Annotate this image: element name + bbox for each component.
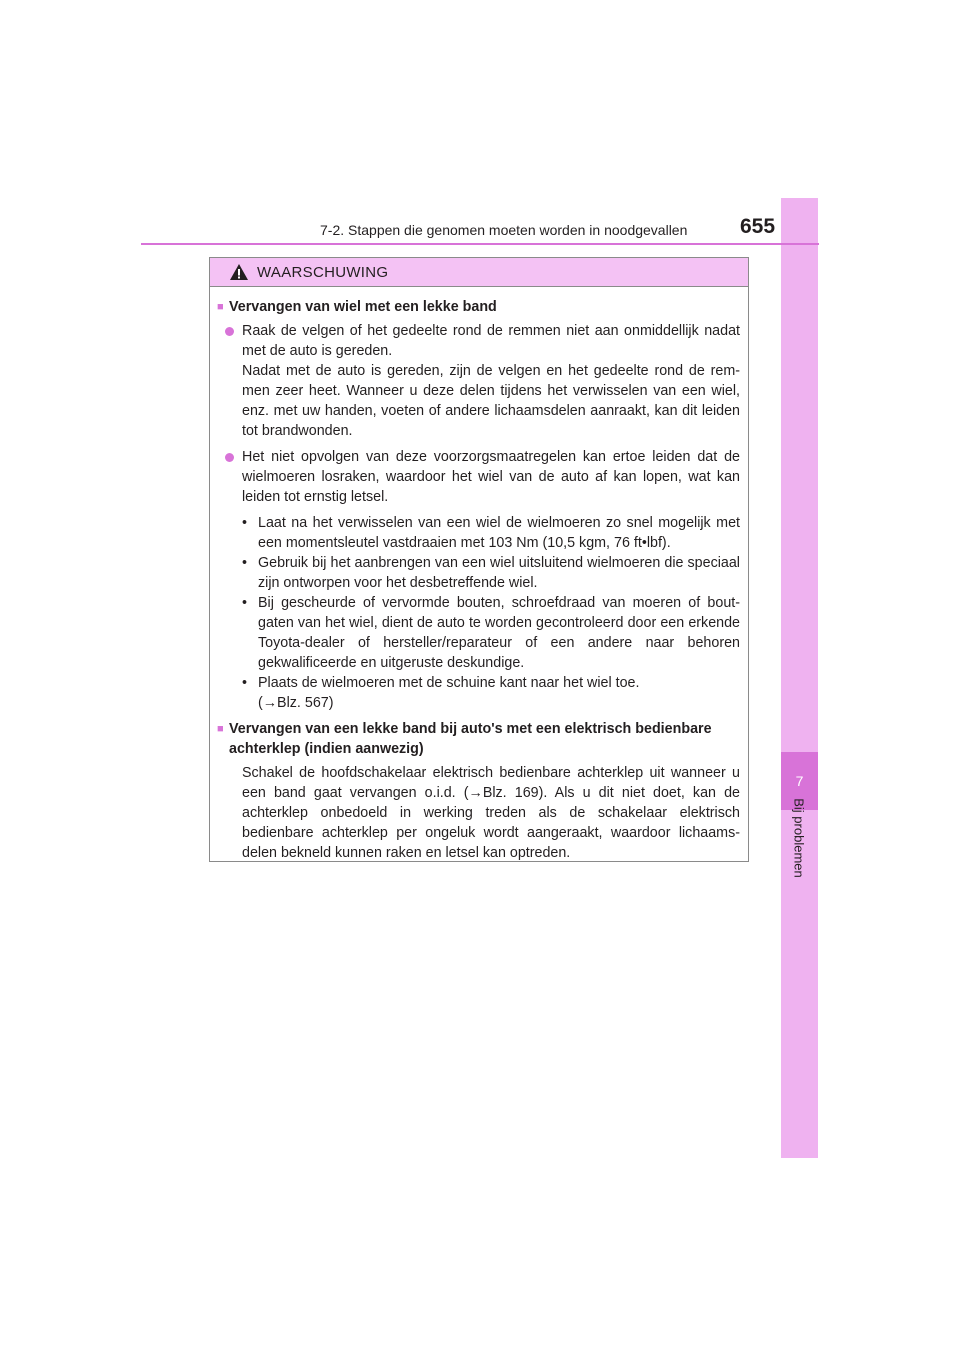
list-item: • Bij gescheurde of vervormde bouten, schroefdraad van moeren of bout-gaten van het wiel, dient de auto te worden gecontroleerd door een erkende Toyota-dealer of hersteller/reparateur of een andere naar behoren gekwalificeerde en uitgeruste deskundige. bbox=[242, 595, 740, 671]
subitem-list bbox=[242, 513, 740, 713]
bullet-2 bbox=[225, 447, 740, 507]
warning-header bbox=[210, 258, 748, 287]
chapter-label: Bij problemen bbox=[791, 798, 807, 878]
page-reference: (→Blz. 567) bbox=[258, 695, 334, 711]
section-marker: ■ bbox=[217, 723, 224, 735]
side-tab bbox=[781, 198, 818, 1158]
chapter-title: 7-2. Stappen die genomen moeten worden in noodgevallen bbox=[320, 222, 688, 238]
bullet-dot bbox=[225, 327, 234, 336]
bullet-2-text: Het niet opvolgen van deze voorzorgsmaatregelen kan ertoe leiden dat de wielmoeren losraken, waardoor het wiel van de auto af kan lopen, wat kan leiden tot ernstig letsel. bbox=[242, 449, 740, 505]
page-number: 655 bbox=[740, 215, 776, 238]
section-2-text: Schakel de hoofdschakelaar elektrisch bedienbare achterklep uit wanneer u een band gaat vervangen o.i.d. (→Blz. 169). Als u dit niet doet, kan de achterklep onbedoeld in werking treden als de schakelaar elektrisch bedienbare achterklep per ongeluk wordt aangeraakt, waardoor lichaams-delen bekneld kunnen raken en letsel kan optreden. bbox=[242, 765, 740, 861]
bullet-1-line2: Nadat met de auto is gereden, zijn de velgen en het gedeelte rond de rem-men zeer heet. Wanneer u deze delen tijdens het verwisselen van een wiel, enz. met uw handen, voeten of andere lichaamsdelen aanraakt, kan dit leiden tot brandwonden. bbox=[242, 363, 740, 439]
warning-body bbox=[210, 287, 748, 863]
section-marker: ■ bbox=[217, 301, 224, 313]
chapter-number: 7 bbox=[795, 773, 804, 789]
list-item: • Gebruik bij het aanbrengen van een wiel uitsluitend wielmoeren die speciaal zijn ontworpen voor het desbetreffende wiel. bbox=[242, 555, 740, 591]
list-item: • Plaats de wielmoeren met de schuine kant naar het wiel toe. (→Blz. 567) bbox=[242, 675, 640, 711]
bullet-dot bbox=[225, 453, 234, 462]
header-rule bbox=[141, 243, 819, 245]
warning-triangle-icon bbox=[229, 263, 249, 281]
section-heading-1: ■ Vervangen van wiel met een lekke band bbox=[217, 299, 497, 315]
bullet-1-line1: Raak de velgen of het gedeelte rond de remmen niet aan onmiddellijk nadat met de auto is gereden. bbox=[242, 323, 740, 359]
warning-box bbox=[209, 257, 749, 862]
warning-title: WAARSCHUWING bbox=[257, 263, 389, 281]
section-heading-2: ■ Vervangen van een lekke band bij auto's met een elektrisch bedienbare achterklep (indien aanwezig) bbox=[217, 721, 712, 757]
bullet-1 bbox=[225, 321, 740, 441]
list-item: • Laat na het verwisselen van een wiel de wielmoeren zo snel mogelijk met een momentsleutel vastdraaien met 103 Nm (10,5 kgm, 76 ft•lbf). bbox=[242, 515, 740, 551]
